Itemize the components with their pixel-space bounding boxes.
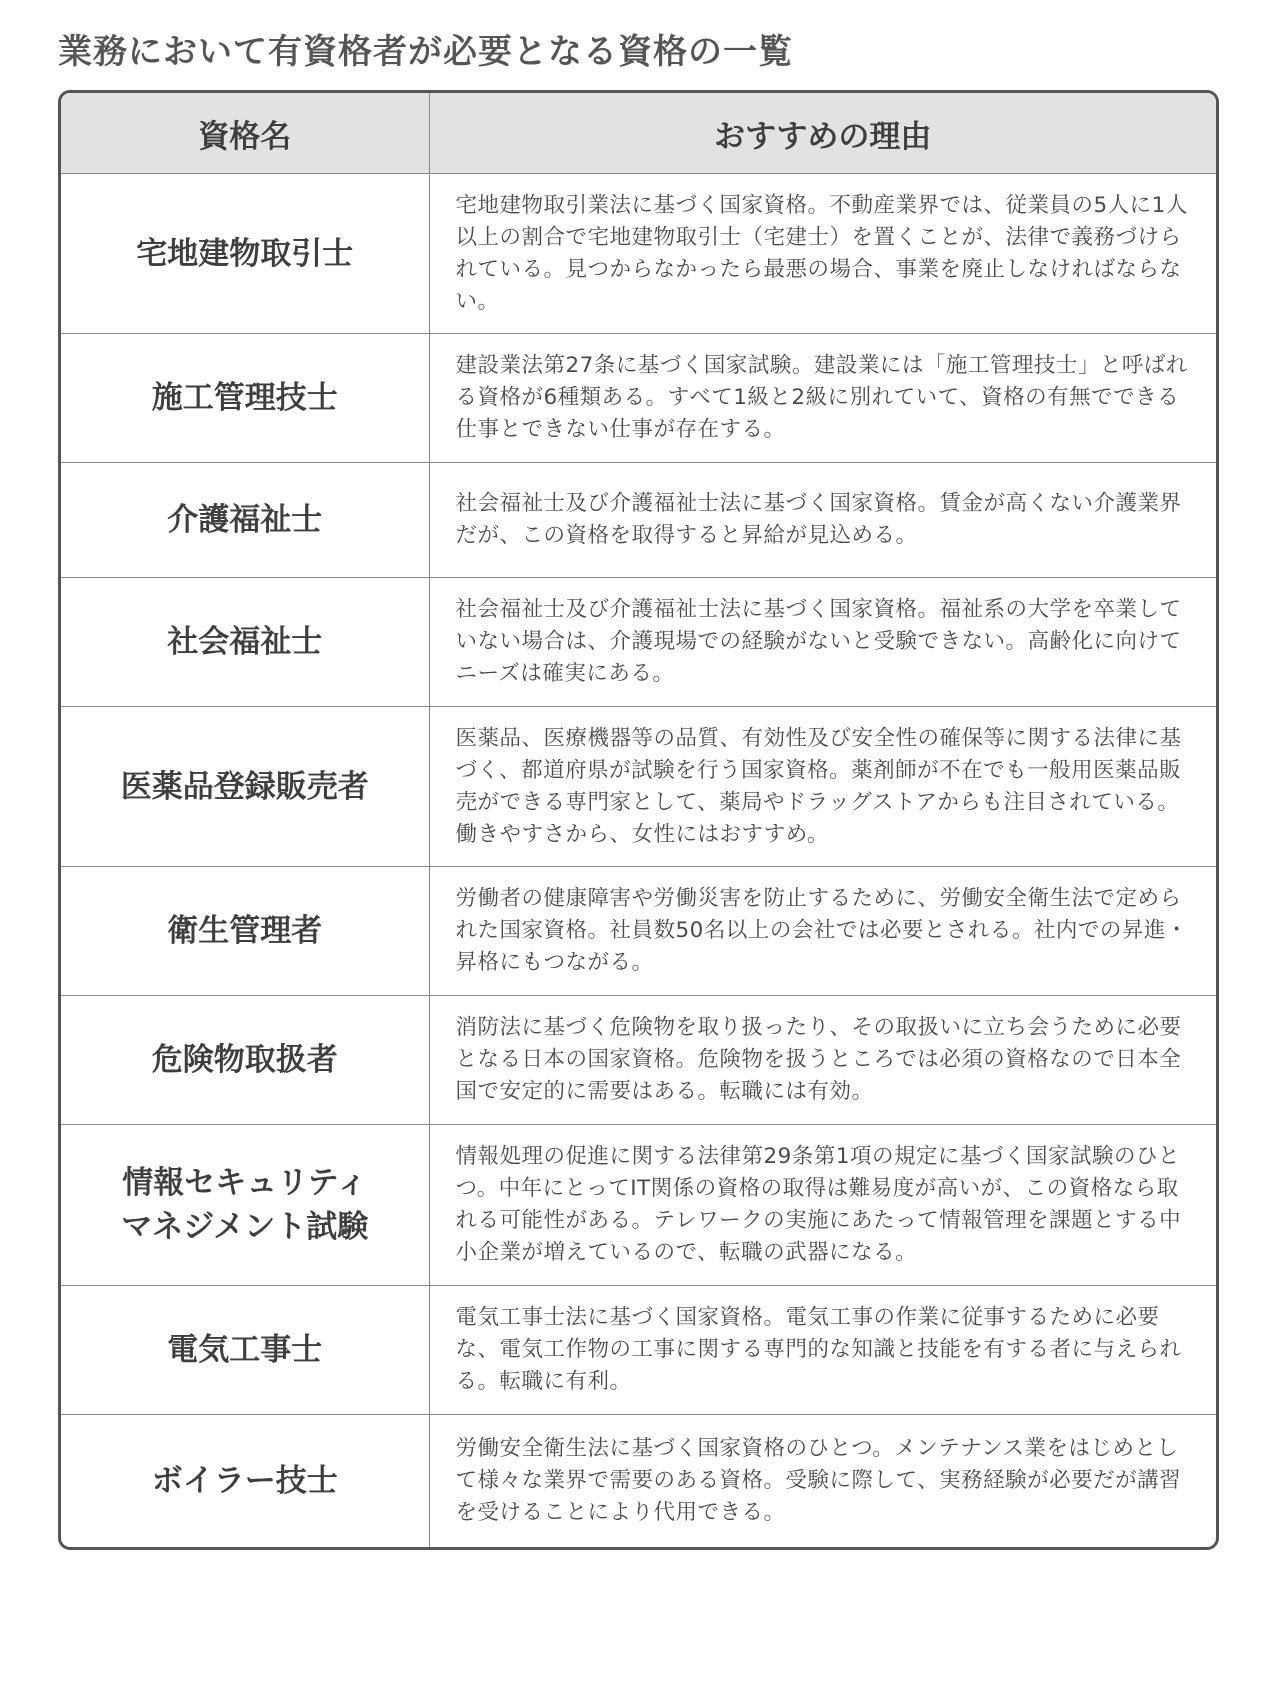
qualification-reason: 建設業法第27条に基づく国家試験。建設業には「施工管理技士」と呼ばれる資格が6種類ある。すべて1級と2級に別れていて、資格の有無でできる仕事とできない仕事が存在する。: [429, 334, 1216, 463]
header-recommendation-reason: おすすめの理由: [429, 93, 1216, 174]
qualification-reason: 社会福祉士及び介護福祉士法に基づく国家資格。賃金が高くない介護業界だが、この資格を取得すると昇給が見込める。: [429, 463, 1216, 578]
qualification-name-text: 社会福祉士: [167, 624, 323, 660]
qualification-reason: 社会福祉士及び介護福祉士法に基づく国家資格。福祉系の大学を卒業していない場合は、介護現場での経験がないと受験できない。高齢化に向けてニーズは確実にある。: [429, 578, 1216, 707]
table-row: [61, 1125, 1216, 1286]
qualification-name-text: 施工管理技士: [151, 380, 338, 416]
table-row: [61, 1415, 1216, 1547]
qualification-reason: 宅地建物取引業法に基づく国家資格。不動産業界では、従業員の5人に1人以上の割合で宅地建物取引士（宅建士）を置くことが、法律で義務づけられている。見つからなかったら最悪の場合、事業を廃止しなければならない。: [429, 174, 1216, 334]
table-row: [61, 867, 1216, 996]
table-row: [61, 1286, 1216, 1415]
qualification-name-text: 危険物取扱者: [151, 1042, 338, 1078]
qualification-name: [61, 1286, 429, 1415]
header-qualification-name: 資格名: [61, 93, 429, 174]
table-row: [61, 334, 1216, 463]
qualification-name-text: ボイラー技士: [151, 1462, 338, 1499]
qualification-name: [61, 1125, 429, 1286]
table-row: [61, 578, 1216, 707]
qualification-name: [61, 707, 429, 867]
qualification-name-text: 介護福祉士: [167, 502, 323, 538]
qualification-reason: 医薬品、医療機器等の品質、有効性及び安全性の確保等に関する法律に基づく、都道府県が試験を行う国家資格。薬剤師が不在でも一般用医薬品販売ができる専門家として、薬局やドラッグストアからも注目されている。働きやすさから、女性にはおすすめ。: [429, 707, 1216, 867]
qualification-name: [61, 996, 429, 1125]
qualification-table: [58, 90, 1219, 1550]
page-title: 業務において有資格者が必要となる資格の一覧: [58, 32, 793, 72]
qualification-name-text: 衛生管理者: [167, 913, 323, 949]
qualification-reason: 電気工事士法に基づく国家資格。電気工事の作業に従事するために必要な、電気工作物の工事に関する専門的な知識と技能を有する者に与えられる。転職に有利。: [429, 1286, 1216, 1415]
qualification-name: [61, 578, 429, 707]
qualification-name-text: 医薬品登録販売者: [120, 768, 369, 805]
qualification-name-text: 電気工事士: [167, 1332, 323, 1368]
qualification-name: [61, 1415, 429, 1547]
table-row: [61, 996, 1216, 1125]
qualification-reason: 消防法に基づく危険物を取り扱ったり、その取扱いに立ち会うために必要となる日本の国家資格。危険物を扱うところでは必須の資格なので日本全国で安定的に需要はある。転職には有効。: [429, 996, 1216, 1125]
qualification-reason: 労働者の健康障害や労働災害を防止するために、労働安全衛生法で定められた国家資格。社員数50名以上の会社では必要とされる。社内での昇進・昇格にもつながる。: [429, 867, 1216, 996]
qualification-name-text: 宅地建物取引士: [136, 235, 354, 272]
qualification-name: [61, 463, 429, 578]
qualification-name: [61, 174, 429, 334]
qualification-name-text: 情報セキュリティ マネジメント試験: [121, 1165, 369, 1245]
table-row: [61, 174, 1216, 334]
qualification-name: [61, 334, 429, 463]
table-row: [61, 707, 1216, 867]
table-row: [61, 463, 1216, 578]
qualification-reason: 労働安全衛生法に基づく国家資格のひとつ。メンテナンス業をはじめとして様々な業界で需要のある資格。受験に際して、実務経験が必要だが講習を受けることにより代用できる。: [429, 1415, 1216, 1547]
table-header-row: [61, 93, 1216, 174]
qualification-reason: 情報処理の促進に関する法律第29条第1項の規定に基づく国家試験のひとつ。中年にとってIT関係の資格の取得は難易度が高いが、この資格なら取れる可能性がある。テレワークの実施にあたって情報管理を課題とする中小企業が増えているので、転職の武器になる。: [429, 1125, 1216, 1286]
qualification-name: [61, 867, 429, 996]
